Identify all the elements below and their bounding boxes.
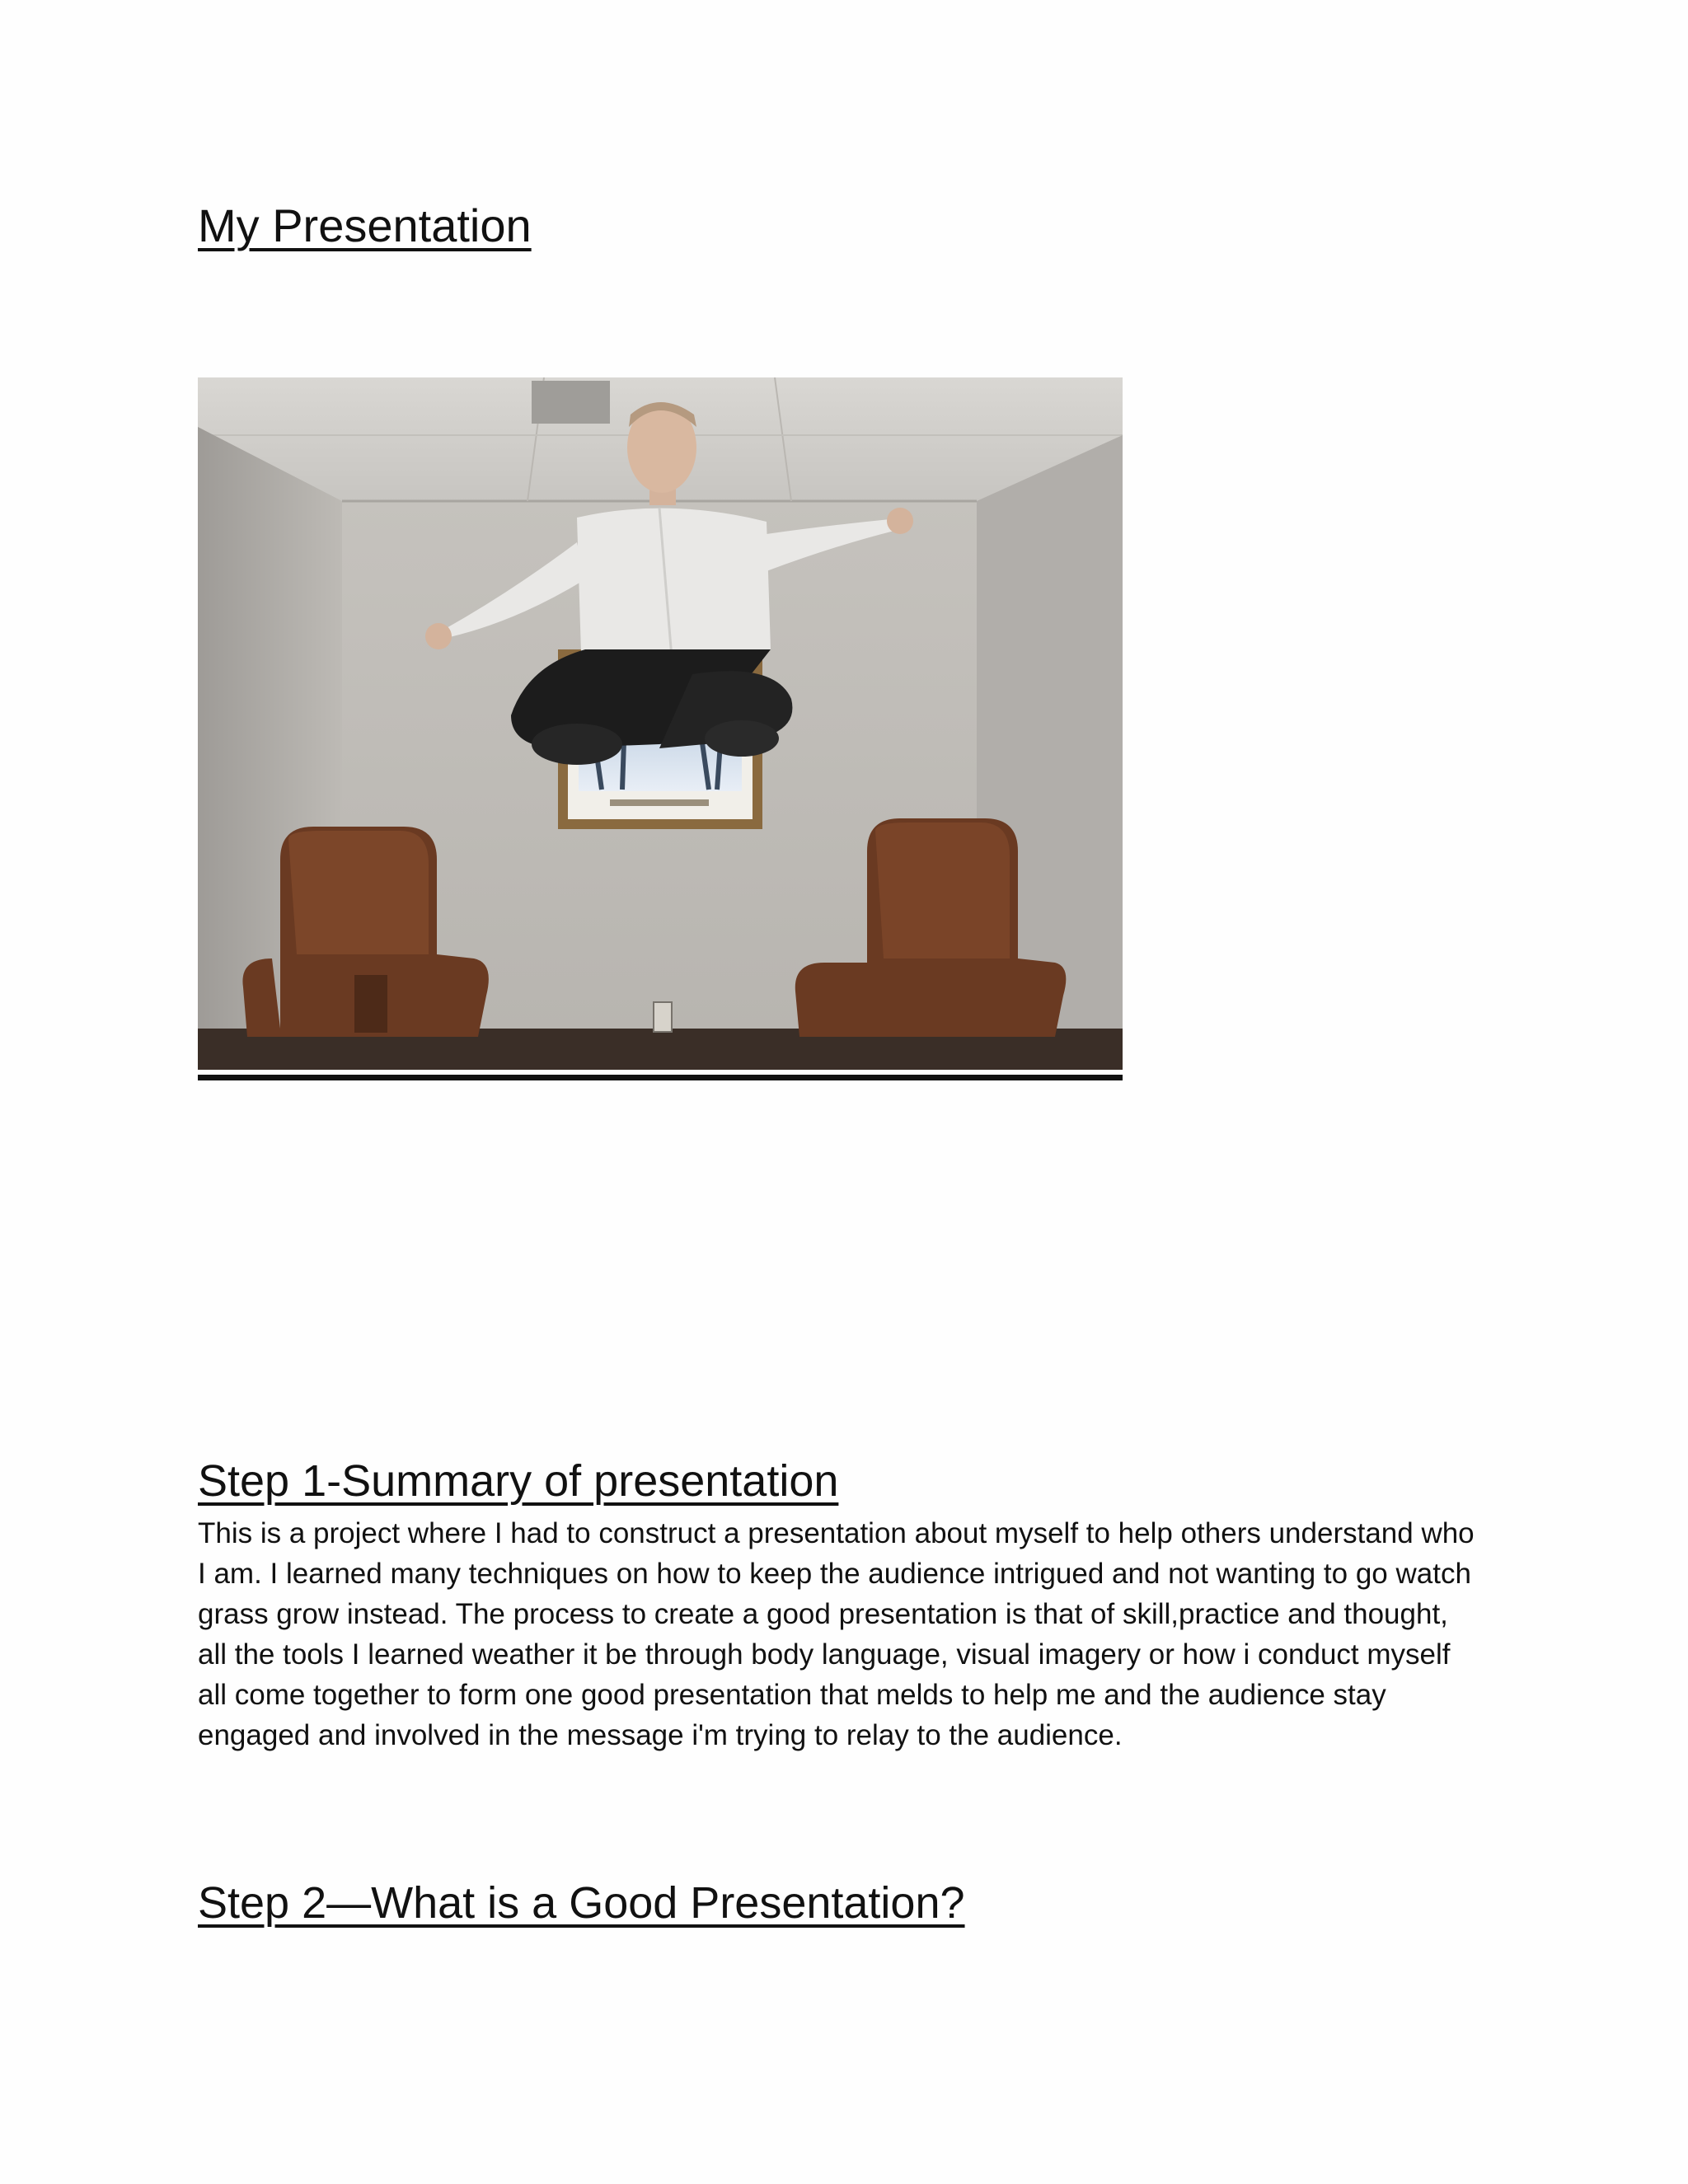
step1-heading: Step 1-Summary of presentation (198, 1456, 839, 1506)
step2-heading: Step 2—What is a Good Presentation? (198, 1878, 965, 1928)
photo-underline-rule (198, 1075, 1123, 1080)
document-title: My Presentation (198, 199, 532, 251)
man-levitating-photo-icon (198, 377, 1123, 1070)
photo-figure (198, 377, 1123, 1083)
step1-paragraph: This is a project where I had to construct a presentation about myself to help others understand who I am. I learned many techniques on how to keep the audience intrigued and not wanting to go watch grass grow instead. The process to create a good presentation is that of skill,practice and thought, all the tools I learned weather it be through body language, visual imagery or how i conduct myself all come together to form one good presentation that melds to help me and the audience stay engaged and involved in the message i'm trying to relay to the audience. (198, 1517, 1475, 1751)
